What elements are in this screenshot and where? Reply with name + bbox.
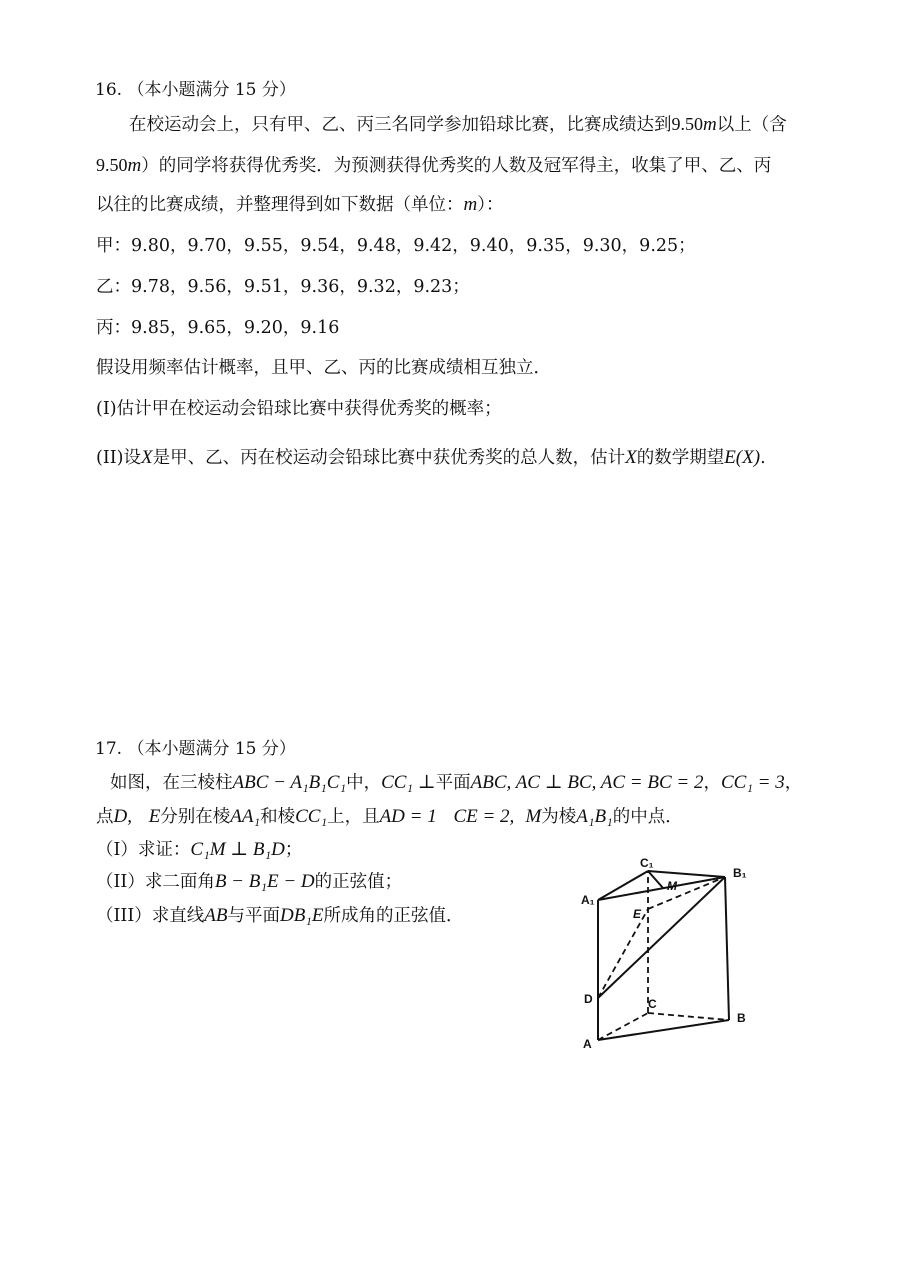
math-d: D, [113, 806, 132, 827]
unit-m: m [127, 155, 142, 176]
data-yi: 乙：9.78，9.56，9.51，9.36，9.32，9.23； [96, 277, 470, 297]
text: 分别在棱 [160, 807, 231, 827]
math-db1e: DB₁E [279, 905, 324, 926]
segment-db1 [598, 877, 725, 998]
unit-m: m [703, 114, 717, 135]
q16-line3-tail: ）： [477, 195, 504, 215]
label-e: E [633, 907, 642, 921]
edge-c1b1 [648, 871, 725, 877]
q16-line1 [129, 113, 787, 136]
threshold-value: 9.50 [671, 114, 703, 134]
label-c1: C₁ [640, 856, 654, 870]
math-m: M [525, 806, 542, 827]
text: 上，且 [327, 807, 380, 827]
q16-line2 [96, 154, 771, 177]
q16-header: 16. （本小题满分 15 分） [95, 80, 296, 100]
text: （I）求证： [96, 840, 191, 860]
text: （III）求直线 [96, 906, 205, 926]
math-aa1: AA₁ [230, 806, 261, 827]
label-a1: A₁ [581, 893, 595, 907]
segment-de-hidden [598, 909, 648, 998]
q16-line3-text: 以往的比赛成绩，并整理得到如下数据（单位： [96, 195, 464, 215]
q17-part2 [96, 871, 402, 893]
edge-cb-hidden [648, 1013, 729, 1020]
math-a1b1: A₁B₁ [576, 806, 613, 827]
edge-bb1 [725, 877, 729, 1020]
math-prism: ABC − A₁B₁C₁ [232, 772, 347, 793]
label-m: M [667, 879, 677, 893]
q16-line3 [96, 194, 503, 216]
text: 如图，在三棱柱 [110, 773, 233, 793]
label-b: B [737, 1011, 746, 1025]
expectation-expr: E(X) [724, 447, 761, 468]
math-ad: AD = 1 [379, 806, 437, 827]
period: . [760, 448, 766, 468]
text: 和棱 [260, 807, 296, 827]
prism-figure [578, 850, 768, 1056]
math-cc1: CC₁ [295, 806, 328, 827]
math-ab: AB [204, 905, 228, 926]
q16-part1: (I)估计甲在校运动会铅球比赛中获得优秀奖的概率； [96, 399, 502, 419]
text: 的中点． [612, 807, 683, 827]
math-cc1-perp: CC₁ ⊥ [381, 772, 436, 793]
text: 与平面 [227, 906, 280, 926]
text: 所成角的正弦值． [323, 906, 464, 926]
q16-line1-tail: 以上（含 [716, 115, 787, 135]
text: ， [703, 773, 721, 793]
unit-m: m [463, 194, 478, 215]
threshold-value: 9.50 [96, 155, 128, 175]
text: 平面 [435, 773, 471, 793]
text: 点 [96, 807, 114, 827]
part2-text2: 的数学期望 [636, 448, 725, 468]
q16-assumption: 假设用频率估计概率，且甲、乙、丙的比赛成绩相互独立． [96, 358, 551, 378]
math-ce: CE = 2, [453, 806, 515, 827]
var-x: X [140, 447, 153, 468]
math-conditions: ABC, AC ⊥ BC, AC = BC = 2 [470, 772, 704, 793]
text: ， [784, 773, 803, 793]
label-d: D [584, 992, 593, 1006]
q17-line1 [110, 772, 802, 794]
text: ； [284, 840, 303, 860]
text: 的正弦值； [314, 872, 403, 892]
data-bing: 丙：9.85，9.65，9.20，9.16 [96, 318, 340, 338]
label-c: C [648, 997, 657, 1011]
text: （II）求二面角 [96, 872, 215, 892]
q17-line2 [96, 806, 683, 828]
part2-text: 是甲、乙、丙在校运动会铅球比赛中获优秀奖的总人数，估计 [152, 448, 626, 468]
q17-part3 [96, 905, 464, 927]
label-a: A [583, 1037, 592, 1051]
math-cc1-length: CC₁ = 3 [720, 772, 785, 793]
label-b1: B₁ [733, 866, 747, 880]
part2-label: (II)设 [96, 448, 141, 468]
text: 为棱 [541, 807, 577, 827]
q16-part2 [96, 447, 766, 469]
math-e: E [148, 806, 161, 827]
q16-line2-text: ）的同学将获得优秀奖．为预测获得优秀奖的人数及冠军得主，收集了甲、乙、丙 [141, 156, 772, 176]
math-c1m-perp-b1d: C₁M ⊥ B₁D [190, 839, 285, 860]
math-dihedral: B − B₁E − D [214, 871, 315, 892]
q17-part1 [96, 839, 302, 861]
q17-header: 17. （本小题满分 15 分） [95, 739, 296, 759]
data-jia: 甲：9.80，9.70，9.55，9.54，9.48，9.42，9.40，9.35，9.30，9.25； [96, 236, 696, 256]
var-x: X [625, 447, 637, 468]
q16-line1-text: 在校运动会上，只有甲、乙、丙三名同学参加铅球比赛，比赛成绩达到 [129, 115, 672, 135]
segment-c1m [648, 871, 663, 888]
segment-eb1-hidden [648, 877, 725, 909]
text: 中， [346, 773, 382, 793]
